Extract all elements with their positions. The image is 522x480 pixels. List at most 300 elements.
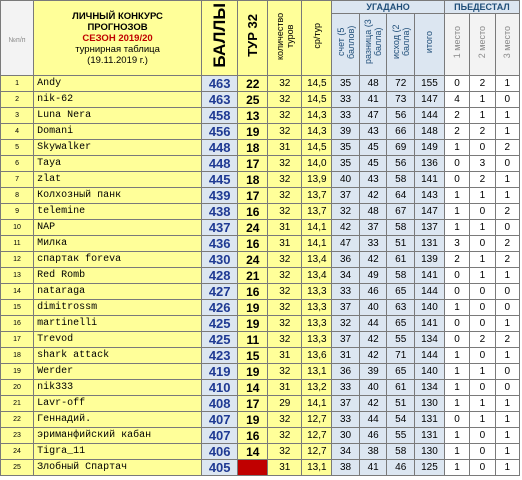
- row-total: 139: [415, 252, 445, 268]
- row-tour: 14: [238, 444, 268, 460]
- row-score: 33: [332, 412, 360, 428]
- subtitle-label: турнирная таблица: [75, 43, 160, 55]
- col-header-outcome: [387, 14, 415, 76]
- row-tours-count: 31: [268, 348, 302, 364]
- row-number: 19: [1, 364, 34, 380]
- row-name: Werder: [34, 364, 202, 380]
- row-diff: 48: [359, 204, 387, 220]
- row-points: 426: [201, 300, 237, 316]
- table-row: [1, 188, 520, 204]
- col-header-score-label: счет (5 баллов): [335, 25, 356, 59]
- row-first: 0: [444, 76, 469, 92]
- row-tour: 18: [238, 140, 268, 156]
- row-avg: 13,1: [302, 364, 332, 380]
- row-name: Skywalker: [34, 140, 202, 156]
- col-header-total: [415, 14, 445, 76]
- row-first: 1: [444, 140, 469, 156]
- row-points: 437: [201, 220, 237, 236]
- row-second: 0: [470, 348, 495, 364]
- row-second: 2: [470, 172, 495, 188]
- row-third: 2: [495, 332, 519, 348]
- row-tours-count: 32: [268, 124, 302, 140]
- row-second: 1: [470, 396, 495, 412]
- row-name: эриманфийский кабан: [34, 428, 202, 444]
- col-header-points-label: БАЛЛЫ: [209, 3, 229, 68]
- row-tours-count: 32: [268, 268, 302, 284]
- row-outcome: 65: [387, 284, 415, 300]
- row-points: 428: [201, 268, 237, 284]
- row-tour: 19: [238, 124, 268, 140]
- row-outcome: 73: [387, 92, 415, 108]
- row-avg: 14,3: [302, 108, 332, 124]
- row-second: 0: [470, 284, 495, 300]
- row-tour: 17: [238, 396, 268, 412]
- row-first: 1: [444, 204, 469, 220]
- row-tours-count: 32: [268, 300, 302, 316]
- row-avg: 13,4: [302, 252, 332, 268]
- row-avg: 14,0: [302, 156, 332, 172]
- row-avg: 12,7: [302, 412, 332, 428]
- table-row: [1, 124, 520, 140]
- group-header-guessed: УГАДАНО: [332, 1, 445, 14]
- row-name: Taya: [34, 156, 202, 172]
- row-outcome: 55: [387, 428, 415, 444]
- row-third: 1: [495, 188, 519, 204]
- row-total: 149: [415, 140, 445, 156]
- row-first: 0: [444, 268, 469, 284]
- row-avg: 13,1: [302, 460, 332, 476]
- row-diff: 42: [359, 332, 387, 348]
- table-row: [1, 364, 520, 380]
- table-row: [1, 156, 520, 172]
- row-tours-count: 32: [268, 156, 302, 172]
- row-name: martinelli: [34, 316, 202, 332]
- col-header-diff-label: разница (3 балла): [363, 19, 384, 65]
- table-row: [1, 204, 520, 220]
- row-points: 425: [201, 332, 237, 348]
- row-outcome: 58: [387, 444, 415, 460]
- row-tours-count: 32: [268, 172, 302, 188]
- row-third: 1: [495, 412, 519, 428]
- row-number: 18: [1, 348, 34, 364]
- row-tour: [238, 460, 268, 476]
- row-second: 1: [470, 220, 495, 236]
- table-row: [1, 172, 520, 188]
- row-points: 405: [201, 460, 237, 476]
- row-second: 0: [470, 140, 495, 156]
- row-tours-count: 31: [268, 236, 302, 252]
- row-outcome: 58: [387, 220, 415, 236]
- row-third: 0: [495, 380, 519, 396]
- row-tour: 19: [238, 300, 268, 316]
- row-points: 423: [201, 348, 237, 364]
- row-first: 1: [444, 188, 469, 204]
- table-row: [1, 332, 520, 348]
- table-row: [1, 92, 520, 108]
- row-score: 33: [332, 284, 360, 300]
- row-outcome: 58: [387, 172, 415, 188]
- row-points: 448: [201, 156, 237, 172]
- row-points: 408: [201, 396, 237, 412]
- row-second: 0: [470, 380, 495, 396]
- row-number: 11: [1, 236, 34, 252]
- row-points: 430: [201, 252, 237, 268]
- table-row: [1, 284, 520, 300]
- row-third: 1: [495, 108, 519, 124]
- row-total: 144: [415, 284, 445, 300]
- row-points: 456: [201, 124, 237, 140]
- row-outcome: 54: [387, 412, 415, 428]
- row-diff: 37: [359, 220, 387, 236]
- row-name: Domani: [34, 124, 202, 140]
- row-score: 35: [332, 156, 360, 172]
- row-score: 42: [332, 220, 360, 236]
- row-number: 24: [1, 444, 34, 460]
- col-header-second: [470, 14, 495, 76]
- row-score: 33: [332, 108, 360, 124]
- row-second: 0: [470, 316, 495, 332]
- row-diff: 45: [359, 140, 387, 156]
- row-total: 140: [415, 364, 445, 380]
- row-tours-count: 32: [268, 76, 302, 92]
- row-first: 0: [444, 172, 469, 188]
- table-row: [1, 444, 520, 460]
- row-score: 37: [332, 188, 360, 204]
- row-first: 0: [444, 412, 469, 428]
- col-header-tours-count-label: количество туров: [274, 11, 295, 60]
- row-total: 147: [415, 204, 445, 220]
- row-tour: 14: [238, 380, 268, 396]
- row-tours-count: 31: [268, 140, 302, 156]
- row-name: nik333: [34, 380, 202, 396]
- row-tour: 17: [238, 156, 268, 172]
- row-score: 38: [332, 460, 360, 476]
- row-tours-count: 32: [268, 332, 302, 348]
- row-tours-count: 32: [268, 412, 302, 428]
- row-third: 1: [495, 428, 519, 444]
- col-header-diff: [359, 14, 387, 76]
- col-header-second-label: 2 место: [477, 25, 488, 59]
- row-total: 141: [415, 316, 445, 332]
- table-row: [1, 316, 520, 332]
- row-avg: 13,6: [302, 348, 332, 364]
- row-name: Trevod: [34, 332, 202, 348]
- table-row: [1, 412, 520, 428]
- row-number: 21: [1, 396, 34, 412]
- row-total: 136: [415, 156, 445, 172]
- col-header-score: [332, 14, 360, 76]
- row-number: 6: [1, 156, 34, 172]
- row-second: 1: [470, 364, 495, 380]
- table-row: [1, 268, 520, 284]
- col-header-number: [1, 1, 34, 76]
- row-name: Lavr-off: [34, 396, 202, 412]
- row-outcome: 67: [387, 204, 415, 220]
- row-score: 39: [332, 124, 360, 140]
- row-outcome: 61: [387, 380, 415, 396]
- row-total: 141: [415, 268, 445, 284]
- row-diff: 42: [359, 252, 387, 268]
- row-total: 141: [415, 172, 445, 188]
- row-score: 36: [332, 252, 360, 268]
- table-row: [1, 76, 520, 92]
- row-outcome: 51: [387, 236, 415, 252]
- row-second: 1: [470, 108, 495, 124]
- row-tours-count: 32: [268, 428, 302, 444]
- row-name: Милка: [34, 236, 202, 252]
- row-third: 1: [495, 396, 519, 412]
- row-name: dimitrossm: [34, 300, 202, 316]
- row-diff: 40: [359, 300, 387, 316]
- row-name: Колхозный панк: [34, 188, 202, 204]
- row-points: 436: [201, 236, 237, 252]
- row-outcome: 56: [387, 156, 415, 172]
- row-tour: 21: [238, 268, 268, 284]
- row-first: 1: [444, 396, 469, 412]
- row-outcome: 71: [387, 348, 415, 364]
- row-second: 3: [470, 156, 495, 172]
- row-third: 0: [495, 300, 519, 316]
- row-outcome: 69: [387, 140, 415, 156]
- row-number: 23: [1, 428, 34, 444]
- row-tours-count: 32: [268, 316, 302, 332]
- row-total: 147: [415, 92, 445, 108]
- col-header-number-label: №п/п: [8, 37, 26, 44]
- row-number: 25: [1, 460, 34, 476]
- row-third: 0: [495, 284, 519, 300]
- row-first: 1: [444, 364, 469, 380]
- row-second: 0: [470, 460, 495, 476]
- row-third: 1: [495, 76, 519, 92]
- row-avg: 14,5: [302, 92, 332, 108]
- row-score: 33: [332, 380, 360, 396]
- row-third: 0: [495, 92, 519, 108]
- row-score: 34: [332, 268, 360, 284]
- row-first: 1: [444, 380, 469, 396]
- row-tours-count: 32: [268, 108, 302, 124]
- col-header-avg-label: ср/тур: [311, 22, 322, 49]
- row-score: 40: [332, 172, 360, 188]
- row-avg: 14,5: [302, 140, 332, 156]
- row-score: 47: [332, 236, 360, 252]
- row-first: 2: [444, 124, 469, 140]
- row-second: 2: [470, 124, 495, 140]
- row-number: 12: [1, 252, 34, 268]
- row-tour: 19: [238, 316, 268, 332]
- col-header-total-label: итого: [424, 30, 435, 54]
- row-number: 10: [1, 220, 34, 236]
- row-second: 0: [470, 204, 495, 220]
- row-score: 37: [332, 300, 360, 316]
- row-first: 1: [444, 428, 469, 444]
- table-row: [1, 348, 520, 364]
- row-score: 35: [332, 76, 360, 92]
- row-third: 1: [495, 444, 519, 460]
- row-number: 20: [1, 380, 34, 396]
- row-name: telemine: [34, 204, 202, 220]
- row-avg: 14,1: [302, 220, 332, 236]
- row-outcome: 72: [387, 76, 415, 92]
- row-number: 5: [1, 140, 34, 156]
- row-total: 140: [415, 300, 445, 316]
- row-first: 1: [444, 444, 469, 460]
- row-outcome: 63: [387, 300, 415, 316]
- row-third: 2: [495, 140, 519, 156]
- row-outcome: 64: [387, 188, 415, 204]
- row-diff: 44: [359, 316, 387, 332]
- row-third: 2: [495, 204, 519, 220]
- row-tours-count: 32: [268, 188, 302, 204]
- row-number: 2: [1, 92, 34, 108]
- row-number: 22: [1, 412, 34, 428]
- row-total: 143: [415, 188, 445, 204]
- row-tour: 25: [238, 92, 268, 108]
- row-avg: 14,1: [302, 236, 332, 252]
- group-header-podium: ПЬЕДЕСТАЛ: [444, 1, 519, 14]
- row-tours-count: 32: [268, 284, 302, 300]
- table-title-cell: [34, 1, 202, 76]
- row-avg: 13,7: [302, 204, 332, 220]
- row-second: 1: [470, 268, 495, 284]
- row-points: 439: [201, 188, 237, 204]
- row-third: 1: [495, 124, 519, 140]
- table-row: [1, 236, 520, 252]
- row-score: 35: [332, 140, 360, 156]
- row-diff: 41: [359, 92, 387, 108]
- table-row: [1, 396, 520, 412]
- row-first: 0: [444, 316, 469, 332]
- row-diff: 43: [359, 124, 387, 140]
- row-first: 0: [444, 284, 469, 300]
- row-score: 37: [332, 332, 360, 348]
- row-third: 2: [495, 236, 519, 252]
- title-line-2: ПРОГНОЗОВ: [87, 21, 148, 33]
- row-avg: 12,7: [302, 428, 332, 444]
- row-score: 31: [332, 348, 360, 364]
- row-number: 3: [1, 108, 34, 124]
- row-total: 131: [415, 412, 445, 428]
- row-first: 3: [444, 236, 469, 252]
- row-total: 134: [415, 380, 445, 396]
- row-score: 37: [332, 396, 360, 412]
- row-third: 1: [495, 460, 519, 476]
- col-header-outcome-label: исход (2 балла): [390, 24, 411, 60]
- row-points: 425: [201, 316, 237, 332]
- row-diff: 45: [359, 156, 387, 172]
- row-points: 448: [201, 140, 237, 156]
- row-first: 0: [444, 156, 469, 172]
- date-label: (19.11.2019 г.): [87, 54, 148, 66]
- row-tour: 19: [238, 412, 268, 428]
- row-total: 155: [415, 76, 445, 92]
- col-header-first-label: 1 место: [452, 25, 463, 59]
- row-points: 407: [201, 428, 237, 444]
- row-tour: 17: [238, 188, 268, 204]
- row-second: 0: [470, 444, 495, 460]
- row-name: NAP: [34, 220, 202, 236]
- table-row: [1, 140, 520, 156]
- row-number: 7: [1, 172, 34, 188]
- row-second: 0: [470, 236, 495, 252]
- row-tours-count: 32: [268, 204, 302, 220]
- row-name: спартак foreva: [34, 252, 202, 268]
- row-diff: 48: [359, 76, 387, 92]
- row-number: 17: [1, 332, 34, 348]
- col-header-third: [495, 14, 519, 76]
- row-avg: 13,3: [302, 316, 332, 332]
- row-number: 4: [1, 124, 34, 140]
- row-third: 0: [495, 364, 519, 380]
- row-third: 1: [495, 348, 519, 364]
- row-avg: 14,5: [302, 76, 332, 92]
- row-total: 144: [415, 348, 445, 364]
- row-score: 30: [332, 428, 360, 444]
- row-number: 15: [1, 300, 34, 316]
- col-header-avg: [302, 1, 332, 76]
- row-tour: 11: [238, 332, 268, 348]
- row-number: 16: [1, 316, 34, 332]
- row-total: 148: [415, 124, 445, 140]
- col-header-tours-count: [268, 1, 302, 76]
- row-points: 458: [201, 108, 237, 124]
- col-header-first: [444, 14, 469, 76]
- row-outcome: 46: [387, 460, 415, 476]
- row-score: 33: [332, 92, 360, 108]
- row-outcome: 51: [387, 396, 415, 412]
- row-name: nik-62: [34, 92, 202, 108]
- row-tour: 16: [238, 204, 268, 220]
- row-third: 1: [495, 316, 519, 332]
- row-tour: 24: [238, 220, 268, 236]
- table-row: [1, 300, 520, 316]
- row-points: 463: [201, 92, 237, 108]
- row-avg: 13,9: [302, 172, 332, 188]
- row-tours-count: 32: [268, 252, 302, 268]
- row-second: 1: [470, 92, 495, 108]
- row-avg: 13,2: [302, 380, 332, 396]
- row-number: 1: [1, 76, 34, 92]
- table-row: [1, 108, 520, 124]
- title-line-1: ЛИЧНЫЙ КОНКУРС: [72, 10, 163, 22]
- row-diff: 41: [359, 460, 387, 476]
- row-number: 14: [1, 284, 34, 300]
- row-tours-count: 31: [268, 380, 302, 396]
- row-outcome: 61: [387, 252, 415, 268]
- row-third: 2: [495, 252, 519, 268]
- row-third: 1: [495, 268, 519, 284]
- row-first: 4: [444, 92, 469, 108]
- row-name: nataraga: [34, 284, 202, 300]
- col-header-points: [201, 1, 237, 76]
- row-outcome: 66: [387, 124, 415, 140]
- row-score: 32: [332, 204, 360, 220]
- row-first: 2: [444, 252, 469, 268]
- row-diff: 46: [359, 284, 387, 300]
- row-total: 137: [415, 220, 445, 236]
- row-tour: 16: [238, 284, 268, 300]
- row-score: 32: [332, 316, 360, 332]
- row-avg: 13,3: [302, 300, 332, 316]
- row-points: 427: [201, 284, 237, 300]
- row-total: 130: [415, 444, 445, 460]
- row-first: 1: [444, 220, 469, 236]
- row-third: 0: [495, 220, 519, 236]
- row-diff: 46: [359, 428, 387, 444]
- row-tours-count: 32: [268, 444, 302, 460]
- row-tour: 15: [238, 348, 268, 364]
- row-total: 144: [415, 108, 445, 124]
- table-row: [1, 220, 520, 236]
